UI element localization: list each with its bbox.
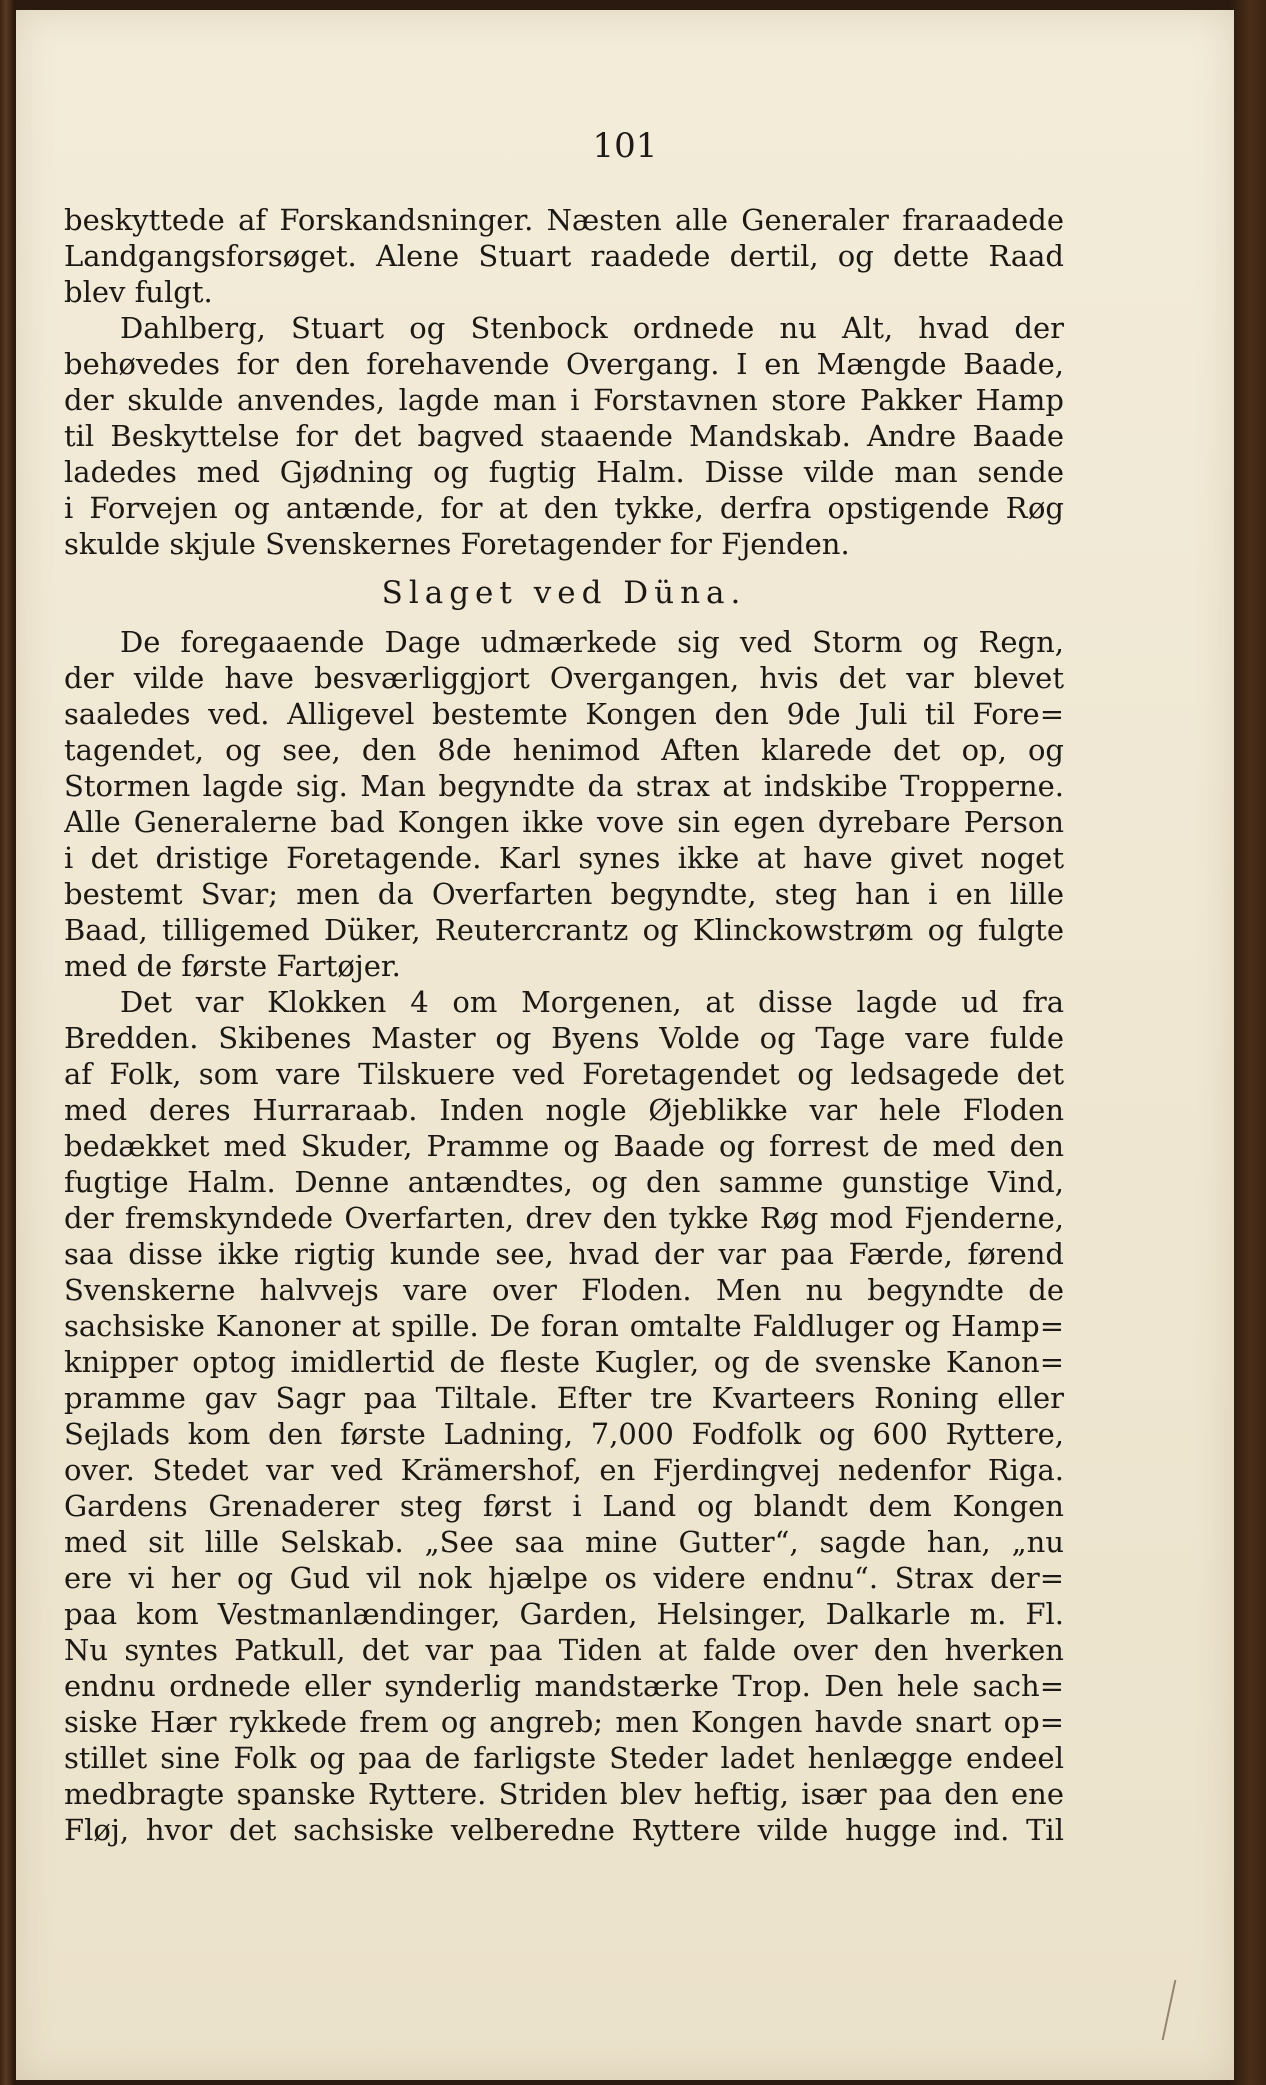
text-line: beskyttede af Forskandsninger. Næsten alle Generaler fraraadede	[64, 203, 1064, 237]
text-line: bestemt Svar; men da Overfarten begyndte, steg han i en lille	[64, 877, 1064, 911]
text-line: i det dristige Foretagende. Karl synes ikke at have givet noget	[64, 841, 1064, 875]
text-line: med sit lille Selskab. „See saa mine Gutter“, sagde han, „nu	[64, 1525, 1064, 1559]
text-line: med de første Fartøjer.	[64, 949, 401, 983]
text-line: sachsiske Kanoner at spille. De foran omtalte Faldluger og Hamp=	[64, 1309, 1064, 1343]
text-line: De foregaaende Dage udmærkede sig ved Storm og Regn,	[120, 625, 1064, 659]
text-line: Bredden. Skibenes Master og Byens Volde og Tage vare fulde	[64, 1021, 1064, 1055]
text-line: Dahlberg, Stuart og Stenbock ordnede nu Alt, hvad der	[120, 311, 1064, 345]
text-line: Sejlads kom den første Ladning, 7,000 Fodfolk og 600 Ryttere,	[64, 1417, 1064, 1451]
text-line: der vilde have besværliggjort Overgangen, hvis det var blevet	[64, 661, 1064, 695]
text-line: siske Hær rykkede frem og angreb; men Kongen havde snart op=	[64, 1705, 1064, 1739]
page-number: 101	[592, 126, 658, 166]
text-line: Stormen lagde sig. Man begyndte da strax at indskibe Tropperne.	[64, 769, 1064, 803]
text-line: til Beskyttelse for det bagved staaende Mandskab. Andre Baade	[64, 419, 1064, 453]
text-line: blev fulgt.	[64, 275, 213, 309]
text-line: fugtige Halm. Denne antændtes, og den samme gunstige Vind,	[64, 1165, 1064, 1199]
text-line: Nu syntes Patkull, det var paa Tiden at falde over den hverken	[64, 1633, 1064, 1667]
text-line: behøvedes for den forehavende Overgang. I en Mængde Baade,	[64, 347, 1064, 381]
text-line: medbragte spanske Ryttere. Striden blev heftig, især paa den ene	[64, 1777, 1064, 1811]
text-line: pramme gav Sagr paa Tiltale. Efter tre Kvarteers Roning eller	[64, 1381, 1064, 1415]
text-line: ere vi her og Gud vil nok hjælpe os videre endnu“. Strax der=	[64, 1561, 1064, 1595]
text-line: Baad, tilligemed Düker, Reutercrantz og Klinckowstrøm og fulgte	[64, 913, 1064, 947]
text-line: Det var Klokken 4 om Morgenen, at disse lagde ud fra	[120, 985, 1064, 1019]
text-line: Alle Generalerne bad Kongen ikke vove sin egen dyrebare Person	[64, 805, 1064, 839]
text-line: paa kom Vestmanlændinger, Garden, Helsinger, Dalkarle m. Fl.	[64, 1597, 1064, 1631]
text-line: ladedes med Gjødning og fugtig Halm. Disse vilde man sende	[64, 455, 1064, 489]
text-line: stillet sine Folk og paa de farligste Steder ladet henlægge endeel	[64, 1741, 1064, 1775]
text-line: af Folk, som vare Tilskuere ved Foretagendet og ledsagede det	[64, 1057, 1064, 1091]
text-line: bedækket med Skuder, Pramme og Baade og forrest de med den	[64, 1129, 1064, 1163]
text-line: saa disse ikke rigtig kunde see, hvad der var paa Færde, førend	[64, 1237, 1064, 1271]
text-line: der skulde anvendes, lagde man i Forstavnen store Pakker Hamp	[64, 383, 1064, 417]
body-text	[64, 202, 1064, 1848]
text-line: i Forvejen og antænde, for at den tykke, derfra opstigende Røg	[64, 491, 1064, 525]
text-line: Gardens Grenaderer steg først i Land og blandt dem Kongen	[64, 1489, 1064, 1523]
text-line: tagendet, og see, den 8de henimod Aften klarede det op, og	[64, 733, 1064, 767]
text-line: skulde skjule Svenskernes Foretagender for Fjenden.	[64, 527, 850, 561]
book-page	[16, 10, 1234, 2080]
text-line: der fremskyndede Overfarten, drev den tykke Røg mod Fjenderne,	[64, 1201, 1064, 1235]
text-line: med deres Hurraraab. Inden nogle Øjeblikke var hele Floden	[64, 1093, 1064, 1127]
text-line: Svenskerne halvvejs vare over Floden. Men nu begyndte de	[64, 1273, 1064, 1307]
text-line: over. Stedet var ved Krämershof, en Fjerdingvej nedenfor Riga.	[64, 1453, 1064, 1487]
page-edge-mark	[1162, 1980, 1217, 2040]
text-line: Landgangsforsøget. Alene Stuart raadede dertil, og dette Raad	[64, 239, 1064, 273]
section-heading: Slaget ved Düna.	[381, 575, 747, 611]
text-line: saaledes ved. Alligevel bestemte Kongen den 9de Juli til Fore=	[64, 697, 1064, 731]
text-line: Fløj, hvor det sachsiske velberedne Ryttere vilde hugge ind. Til	[64, 1813, 1064, 1847]
text-line: knipper optog imidlertid de fleste Kugler, og de svenske Kanon=	[64, 1345, 1064, 1379]
text-line: endnu ordnede eller synderlig mandstærke Trop. Den hele sach=	[64, 1669, 1064, 1703]
